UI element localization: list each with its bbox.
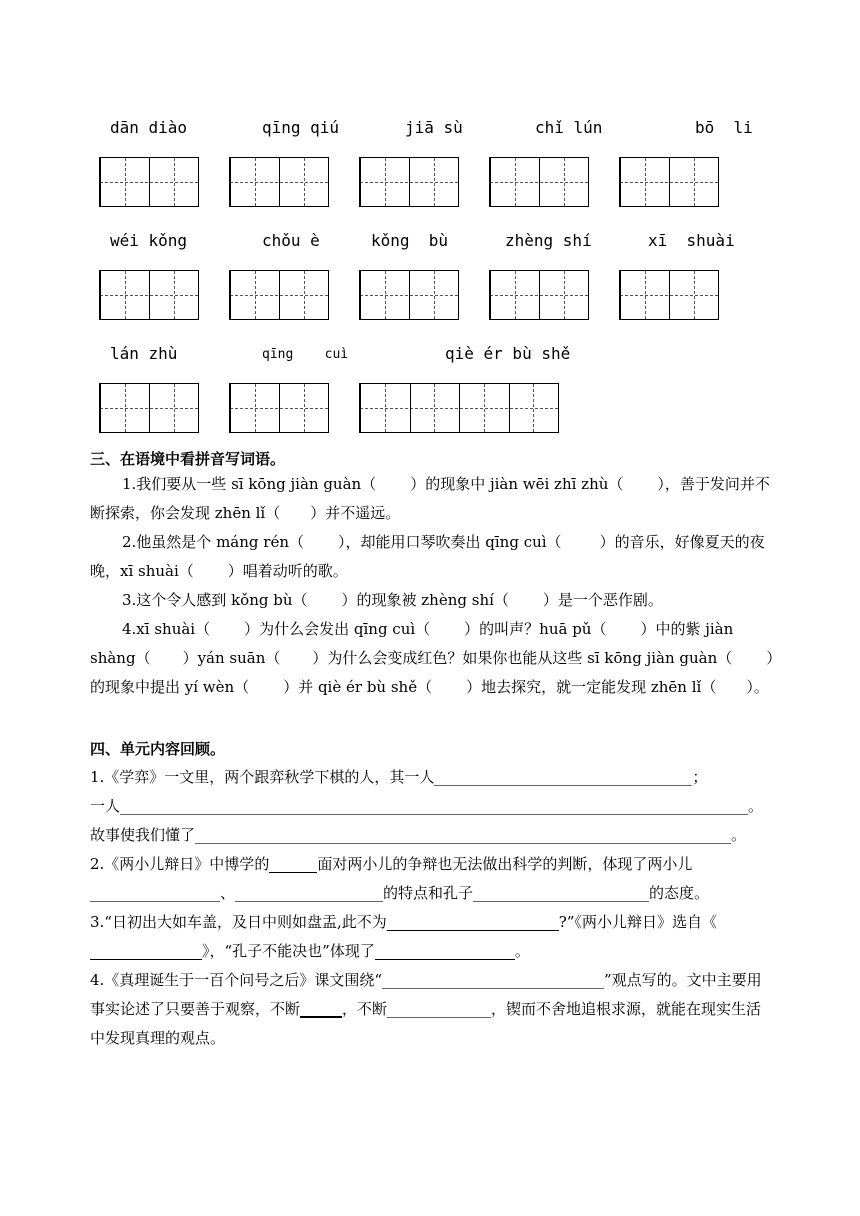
answer-blank[interactable] [300,998,342,1018]
question-3-2: 2.他虽然是个 máng rén（ ），却能用口琴吹奏出 qīng cuì（ ）的音乐，好像夏天的夜晚，xī shuài（ ）唱着动听的歌。 [90,533,765,580]
pinyin-label: qiè ér bù shě [445,344,571,363]
question-3-1: 1.我们要从一些 sī kōng jiàn guàn（ ）的现象中 jiàn wēi zhī zhù（ ），善于发问并不断探索，你会发现 zhēn lǐ（ ）并不遥远。 [90,475,770,522]
section-4-title: 四、单元内容回顾。 [90,740,226,758]
writing-grid[interactable] [619,270,719,320]
pinyin-label: bō li [695,118,753,137]
writing-grid[interactable] [359,157,459,207]
pinyin-label: qīng cuì [262,347,349,362]
answer-blank[interactable] [90,883,220,902]
writing-grid[interactable] [619,157,719,207]
question-3-3: 3.这个令人感到 kǒng bù（ ）的现象被 zhèng shí（ ）是一个恶作剧。 [122,591,663,609]
writing-grid[interactable] [99,157,199,207]
question-3-4: 4.xī shuài（ ）为什么会发出 qīng cuì（ ）的叫声？huā pǔ（ ）中的紫 jiàn shàng（ ）yán suān（ ）为什么会变成红色？如果你也能从这些 sī kōng jiàn guàn（ ）的现象中提出 yí wèn（ ）并 qiè ér bù shě（ ）地去探究，就一定能发现 zhēn lǐ（ ）。 [90,620,774,696]
pinyin-label: chǒu è [262,231,320,250]
writing-grid[interactable] [99,383,199,433]
answer-blank[interactable] [235,883,383,902]
pinyin-label: qīng qiú [262,118,340,137]
pinyin-label: jiā sù [405,118,463,137]
writing-grid[interactable] [229,270,329,320]
pinyin-label: wéi kǒng [110,231,188,250]
section-3-body [90,470,775,702]
answer-blank[interactable] [120,796,748,815]
answer-blank[interactable] [382,970,604,989]
pinyin-label: lán zhù [110,344,178,363]
writing-grid[interactable] [229,383,329,433]
writing-grid[interactable] [359,383,559,433]
answer-blank[interactable] [387,912,559,931]
question-4-3: 3.“日初出大如车盖，及日中则如盘盂,此不为 ?”《两小儿辩日》选自《》，“孔子不能决也”体现了 。 [90,913,717,960]
pinyin-label: xī shuài [648,231,735,250]
pinyin-label: chǐ lún [535,118,603,137]
answer-blank[interactable] [434,767,692,786]
answer-blank[interactable] [90,941,202,960]
writing-grid[interactable] [229,157,329,207]
pinyin-label: dān diào [110,118,188,137]
section-3-title: 三、在语境中看拼音写词语。 [90,450,286,468]
answer-blank[interactable] [195,825,731,844]
answer-blank[interactable] [387,999,491,1018]
pinyin-label: zhèng shí [505,231,592,250]
writing-grid[interactable] [489,270,589,320]
pinyin-label: kǒng bù [371,231,449,250]
writing-grid[interactable] [99,270,199,320]
question-4-1: 1.《学弈》一文里，两个跟弈秋学下棋的人，其一人 ； 一人 。 故事使我们懂了 。 [90,768,764,844]
writing-grid[interactable] [359,270,459,320]
writing-grid[interactable] [489,157,589,207]
section-4-body [90,763,775,1053]
answer-blank[interactable] [269,854,317,873]
question-4-2: 2.《两小儿辩日》中博学的 面对两小儿的争辩也无法做出科学的判断，体现了两小儿、 的特点和孔子 的态度。 [90,855,710,902]
answer-blank[interactable] [375,941,515,960]
question-4-4: 4.《真理诞生于一百个问号之后》课文围绕“ ”观点写的。文中主要用事实论述了只要善于观察，不断 ，不断 ，锲而不舍地追根求源，就能在现实生活中发现真理的观点。 [90,971,762,1047]
answer-blank[interactable] [473,883,649,902]
